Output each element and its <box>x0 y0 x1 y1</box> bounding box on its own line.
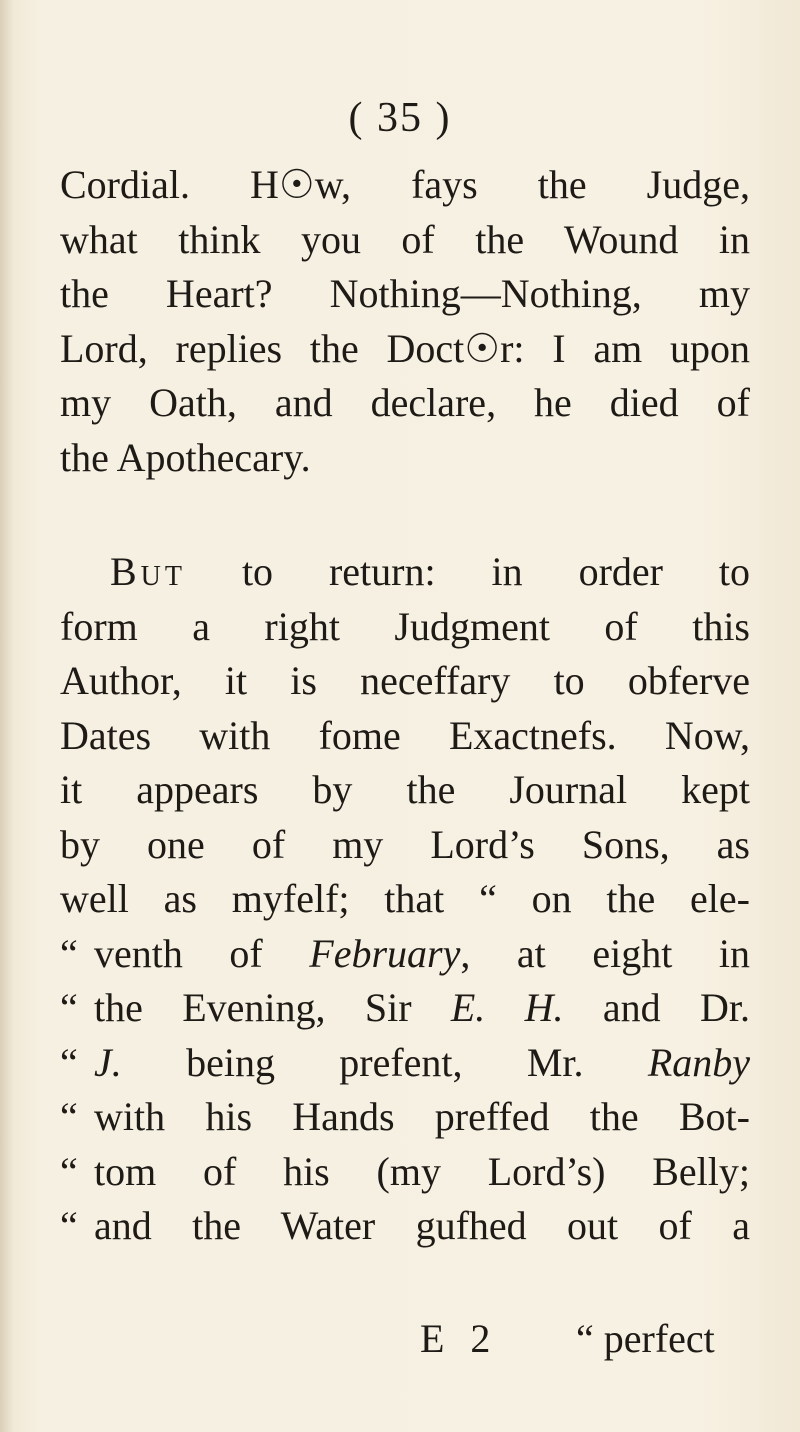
opening-word: But <box>110 549 187 594</box>
gutter-shadow <box>0 0 14 1432</box>
text-fragment: tom of his (my Lord’s) Belly; <box>94 1148 750 1194</box>
quote-mark: “ <box>60 1039 78 1085</box>
italic-text: February <box>309 930 461 976</box>
text-line: Cordial. H☉w, fays the Judge, <box>60 162 750 207</box>
text-fragment: and Dr. <box>563 985 750 1030</box>
page-footer <box>0 1315 800 1365</box>
text-line: the Heart? Nothing—Nothing, my <box>60 271 750 316</box>
text-fragment: to return: in order to <box>186 549 750 594</box>
text-fragment: , at eight in <box>460 930 750 976</box>
text-fragment: with his Hands preffed the Bot- <box>94 1094 750 1139</box>
text-line: by one of my Lord’s Sons, as <box>60 821 750 867</box>
quote-mark: “ <box>60 1148 78 1194</box>
text-line: it appears by the Journal kept <box>60 767 750 812</box>
quoted-line <box>60 1090 750 1145</box>
text-line: form a right Judgment of this <box>60 603 750 649</box>
text-line <box>60 545 750 600</box>
quoted-line <box>60 927 750 982</box>
quoted-line <box>60 1199 750 1254</box>
paragraph-gap <box>60 485 750 545</box>
text-line: well as myfelf; that “ on the ele- <box>60 876 750 921</box>
quoted-line <box>60 1036 750 1091</box>
quote-mark: “ <box>60 1203 78 1248</box>
quoted-line <box>60 981 750 1036</box>
quote-mark: “ <box>60 930 78 976</box>
text-line: Lord, replies the Doct☉r: I am upon <box>60 325 750 371</box>
quote-mark: “ <box>60 1094 78 1139</box>
text-line: the Apothecary. <box>60 434 311 480</box>
page-number: ( 35 ) <box>348 95 452 141</box>
italic-text: Ranby <box>647 1039 750 1085</box>
text-fragment: being prefent, Mr. <box>121 1039 648 1085</box>
body-text <box>60 158 750 1254</box>
text-fragment: the Evening, Sir <box>94 985 451 1030</box>
text-line: Dates with fome Exactnefs. Now, <box>60 712 750 758</box>
italic-text: J. <box>94 1039 122 1085</box>
catchword: “ perfect <box>576 1316 715 1361</box>
text-fragment: venth of <box>94 930 310 976</box>
signature-mark: E 2 <box>420 1316 499 1361</box>
quote-mark: “ <box>60 985 78 1030</box>
quoted-line <box>60 1145 750 1200</box>
text-line: my Oath, and declare, he died of <box>60 380 750 425</box>
text-line: what think you of the Wound in <box>60 216 750 262</box>
text-fragment: and the Water gufhed out of a <box>94 1203 750 1248</box>
italic-text: E. H. <box>450 985 564 1030</box>
text-line: Author, it is neceffary to obferve <box>60 658 750 703</box>
